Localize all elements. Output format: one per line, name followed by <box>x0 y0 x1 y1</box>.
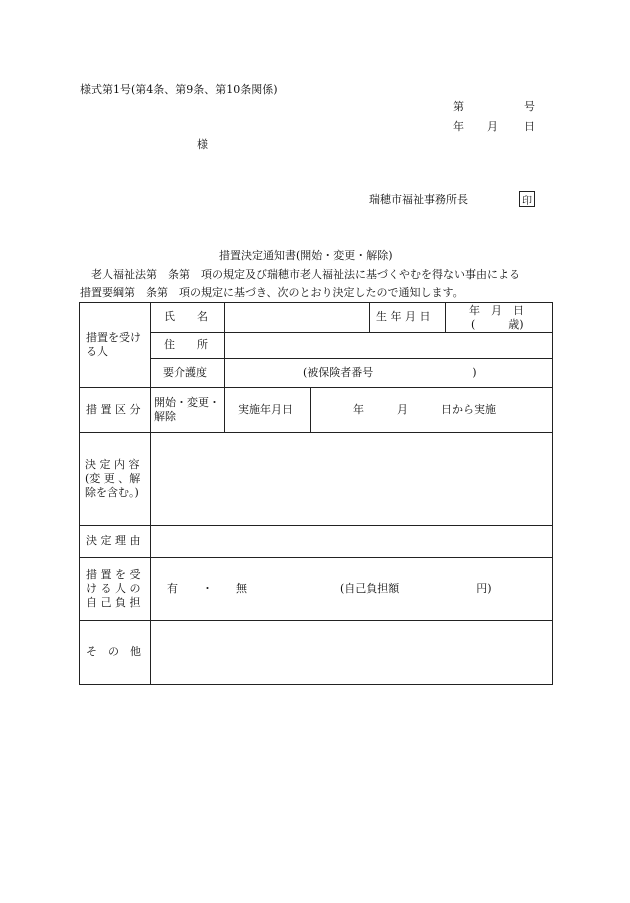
start-date-value: 年 月 日から実施 <box>353 402 496 416</box>
decision-content-field[interactable] <box>151 433 551 525</box>
category-options: 開始・変更・解除 <box>154 395 220 423</box>
burden-separator: ・ <box>202 581 213 595</box>
decision-reason-label: 決 定 理 由 <box>86 534 141 548</box>
category-label: 措 置 区 分 <box>86 402 141 416</box>
other-label: そ の 他 <box>86 645 141 659</box>
document-number-go: 号 <box>524 100 535 113</box>
document-title: 措置決定通知書(開始・変更・解除) <box>219 249 393 262</box>
address-field[interactable] <box>225 333 551 358</box>
body-line-2: 措置要綱第 条第 項の規定に基づき、次のとおり決定したので通知します。 <box>80 286 464 299</box>
issue-date-year: 年 <box>453 120 464 133</box>
birth-date-field: 年 月 日 <box>469 304 524 317</box>
name-label: 氏 名 <box>164 309 208 323</box>
body-line-1: 老人福祉法第 条第 項の規定及び瑞穂市老人福祉法に基づくやむを得ない事由による <box>91 268 520 281</box>
decision-reason-field[interactable] <box>151 526 551 557</box>
document-number-dai: 第 <box>453 100 464 113</box>
start-date-label: 実施年月日 <box>238 402 293 416</box>
self-burden-label: 措 置 を 受 け る 人 の 自 己 負 担 <box>86 567 141 610</box>
decision-content-label: 決 定 内 容 (変 更 、解 除を含む。) <box>85 457 141 500</box>
age-field: ( 歳) <box>471 318 524 331</box>
name-field[interactable] <box>225 303 368 332</box>
burden-amount: (自己負担額 円) <box>340 581 492 595</box>
recipient-label: 措置を受け る人 <box>86 330 141 358</box>
issue-date-month: 月 <box>487 120 498 133</box>
birth-date-label: 生 年 月 日 <box>376 309 431 323</box>
burden-no: 無 <box>236 581 247 595</box>
issuer-name: 瑞穂市福祉事務所長 <box>369 193 468 206</box>
insured-number-field: (被保険者番号 ) <box>303 365 477 379</box>
form-number: 様式第1号(第4条、第9条、第10条関係) <box>80 83 278 96</box>
address-label: 住 所 <box>164 338 208 352</box>
care-level-label: 要介護度 <box>163 365 207 379</box>
addressee-sama: 様 <box>197 138 208 151</box>
other-field[interactable] <box>151 621 551 684</box>
burden-yes: 有 <box>167 581 178 595</box>
seal-stamp: 印 <box>519 191 535 207</box>
issue-date-day: 日 <box>524 120 535 133</box>
